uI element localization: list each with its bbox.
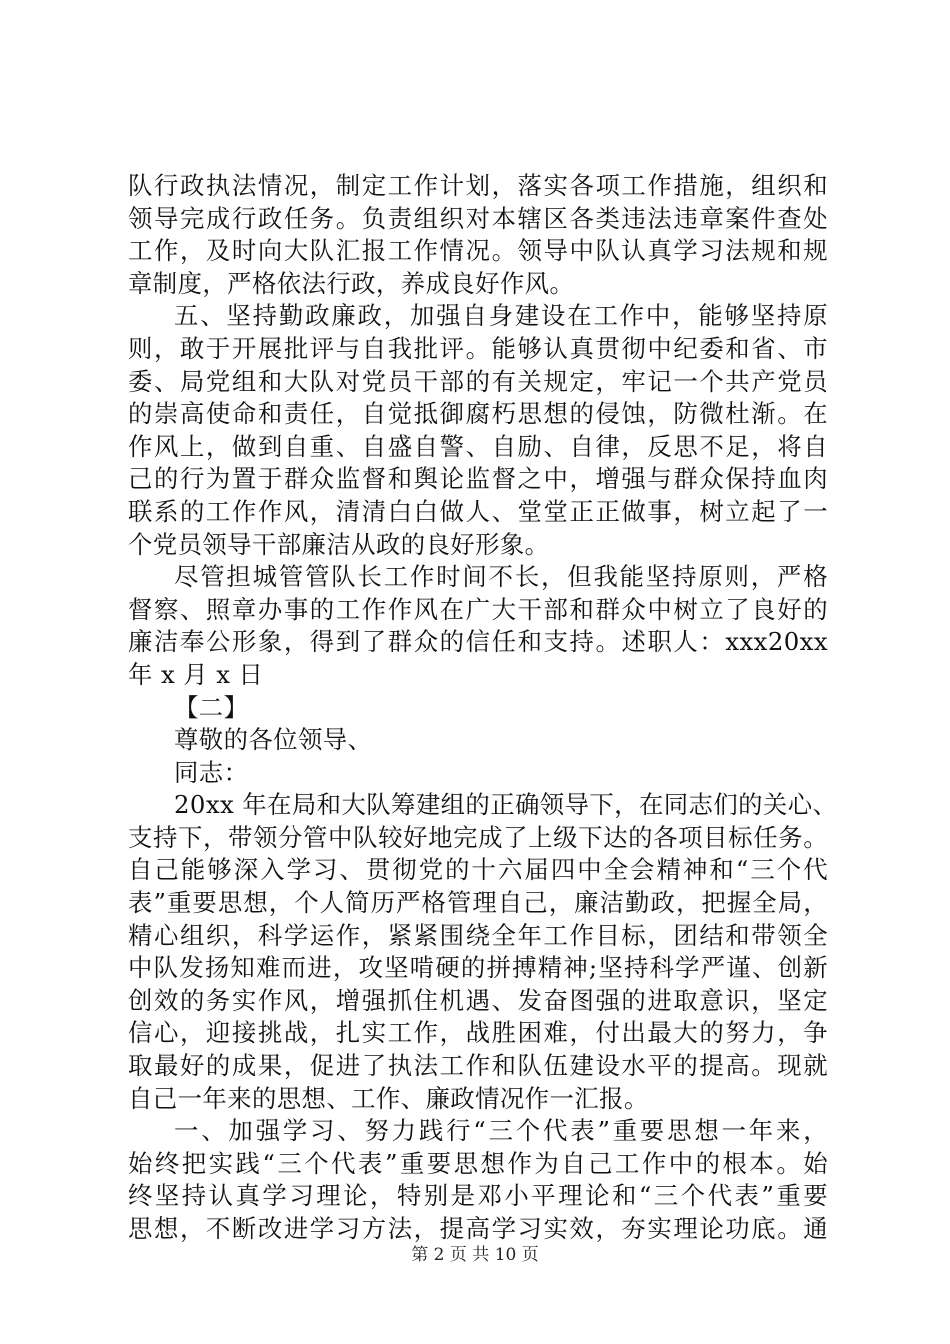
text-line: 始终把实践“三个代表”重要思想作为自己工作中的根本。始 xyxy=(128,1148,828,1178)
text-line: 尽管担城管管队长工作时间不长，但我能坚持原则，严格 xyxy=(174,562,828,592)
text-line: 五、坚持勤政廉政，加强自身建设在工作中，能够坚持原 xyxy=(174,301,828,331)
text-line: 创效的务实作风，增强抓住机遇、发奋图强的进取意识，坚定 xyxy=(128,985,828,1015)
text-line: 领导完成行政任务。负责组织对本辖区各类违法违章案件查处 xyxy=(128,203,828,233)
text-line: 廉洁奉公形象，得到了群众的信任和支持。述职人：xxx20xx xyxy=(128,627,828,657)
text-line: 自己一年来的思想、工作、廉政情况作一汇报。 xyxy=(128,1083,649,1113)
text-line: 作风上，做到自重、自盛自警、自励、自律，反思不足，将自 xyxy=(128,431,828,461)
text-line: 中队发扬知难而进，攻坚啃硬的拼搏精神;坚持科学严谨、创新 xyxy=(128,953,828,983)
text-line: 委、局党组和大队对党员干部的有关规定，牢记一个共产党员 xyxy=(128,366,828,396)
text-line: 精心组织，科学运作，紧紧围绕全年工作目标，团结和带领全 xyxy=(128,920,828,950)
text-line: 终坚持认真学习理论，特别是邓小平理论和“三个代表”重要 xyxy=(128,1181,828,1211)
text-line: 年 x 月 x 日 xyxy=(128,659,264,689)
salutation: 尊敬的各位领导、 xyxy=(174,725,373,755)
text-line: 己的行为置于群众监督和舆论监督之中，增强与群众保持血肉 xyxy=(128,464,828,494)
text-line: 工作，及时向大队汇报工作情况。领导中队认真学习法规和规 xyxy=(128,236,828,266)
text-line: 自己能够深入学习、贯彻党的十六届四中全会精神和“三个代 xyxy=(128,855,828,885)
text-line: 章制度，严格依法行政，养成良好作风。 xyxy=(128,268,575,298)
document-body xyxy=(128,170,838,1246)
text-line: 的崇高使命和责任，自觉抵御腐朽思想的侵蚀，防微杜渐。在 xyxy=(128,399,828,429)
text-line: 联系的工作作风，清清白白做人、堂堂正正做事，树立起了一 xyxy=(128,496,828,526)
section-heading: 【二】 xyxy=(174,692,249,722)
text-line: 督察、照章办事的工作作风在广大干部和群众中树立了良好的 xyxy=(128,594,828,624)
text-line: 20xx 年在局和大队筹建组的正确领导下，在同志们的关心、 xyxy=(174,790,838,820)
text-line: 思想，不断改进学习方法，提高学习实效，夯实理论功底。通 xyxy=(128,1214,828,1243)
text-line: 支持下，带领分管中队较好地完成了上级下达的各项目标任务。 xyxy=(128,822,828,852)
text-line: 个党员领导干部廉洁从政的良好形象。 xyxy=(128,529,550,559)
text-line: 则，敢于开展批评与自我批评。能够认真贯彻中纪委和省、市 xyxy=(128,333,828,363)
text-line: 一、加强学习、努力践行“三个代表”重要思想一年来， xyxy=(174,1116,828,1146)
salutation: 同志： xyxy=(174,757,249,787)
page-number-footer: 第 2 页 共 10 页 xyxy=(411,1245,539,1265)
text-line: 表”重要思想，个人简历严格管理自己，廉洁勤政，把握全局， xyxy=(128,888,828,918)
text-line: 信心，迎接挑战，扎实工作，战胜困难，付出最大的努力，争 xyxy=(128,1018,828,1048)
text-line: 取最好的成果，促进了执法工作和队伍建设水平的提高。现就 xyxy=(128,1051,828,1081)
text-line: 队行政执法情况，制定工作计划，落实各项工作措施，组织和 xyxy=(128,171,828,200)
